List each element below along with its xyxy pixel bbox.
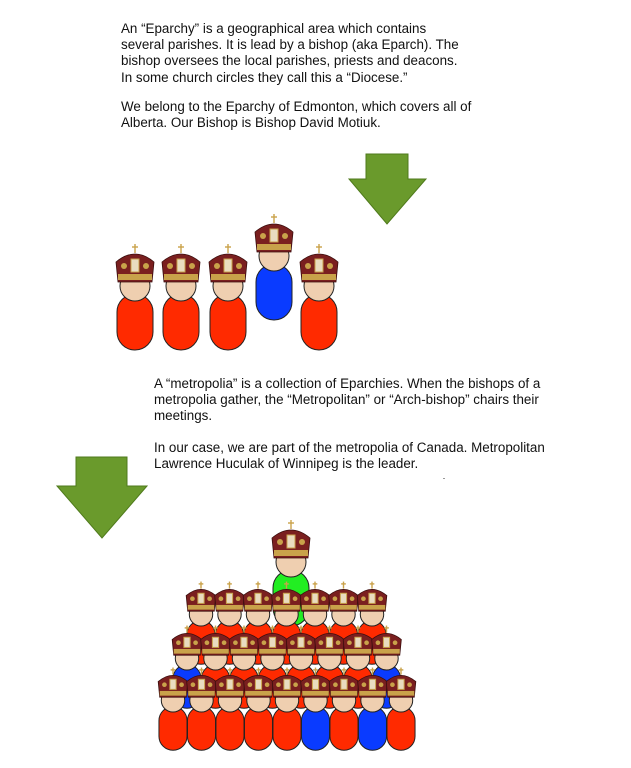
- bishop-figure-red: [116, 244, 154, 350]
- bishop-figure-blue: [255, 214, 293, 320]
- metropolia-definition: A “metropolia” is a collection of Eparchies. When the bishops of a metropolia gather, the “Metropolitan” or “Arch-bishop” chairs their meetings.: [154, 376, 541, 424]
- bishop-figure-blue: [358, 668, 388, 751]
- bishop-figure-red: [300, 244, 338, 350]
- down-arrow-icon: [55, 456, 149, 540]
- bishop-figure-red: [244, 668, 274, 751]
- bishop-figure-red: [209, 244, 247, 350]
- eparchy-bishops-group: [108, 212, 368, 362]
- metropolia-bishops-group: [152, 518, 432, 763]
- bishop-figure-blue: [301, 668, 331, 751]
- bishop-figure-red: [162, 244, 200, 350]
- bishop-figure-red: [386, 668, 416, 751]
- metropolia-canada-text: In our case, we are part of the metropolia of Canada. Metropolitan Lawrence Huculak of Winnipeg is the leader.: [154, 440, 545, 472]
- bishop-figure-red: [158, 668, 188, 751]
- bishop-figure-red: [329, 668, 359, 751]
- bishop-figure-red: [187, 668, 217, 751]
- eparchy-definition: An “Eparchy” is a geographical area which contains several parishes. It is lead by a bishop (aka Eparch). The bishop oversees the local parishes, priests and deacons. In some church circles they call this a “Diocese.”: [121, 21, 459, 85]
- bishop-figure-red: [272, 668, 302, 751]
- bishop-figure-red: [215, 668, 245, 751]
- eparchy-edmonton-text: We belong to the Eparchy of Edmonton, which covers all of Alberta. Our Bishop is Bishop David Motiuk.: [121, 99, 472, 131]
- stray-mark: [443, 478, 445, 479]
